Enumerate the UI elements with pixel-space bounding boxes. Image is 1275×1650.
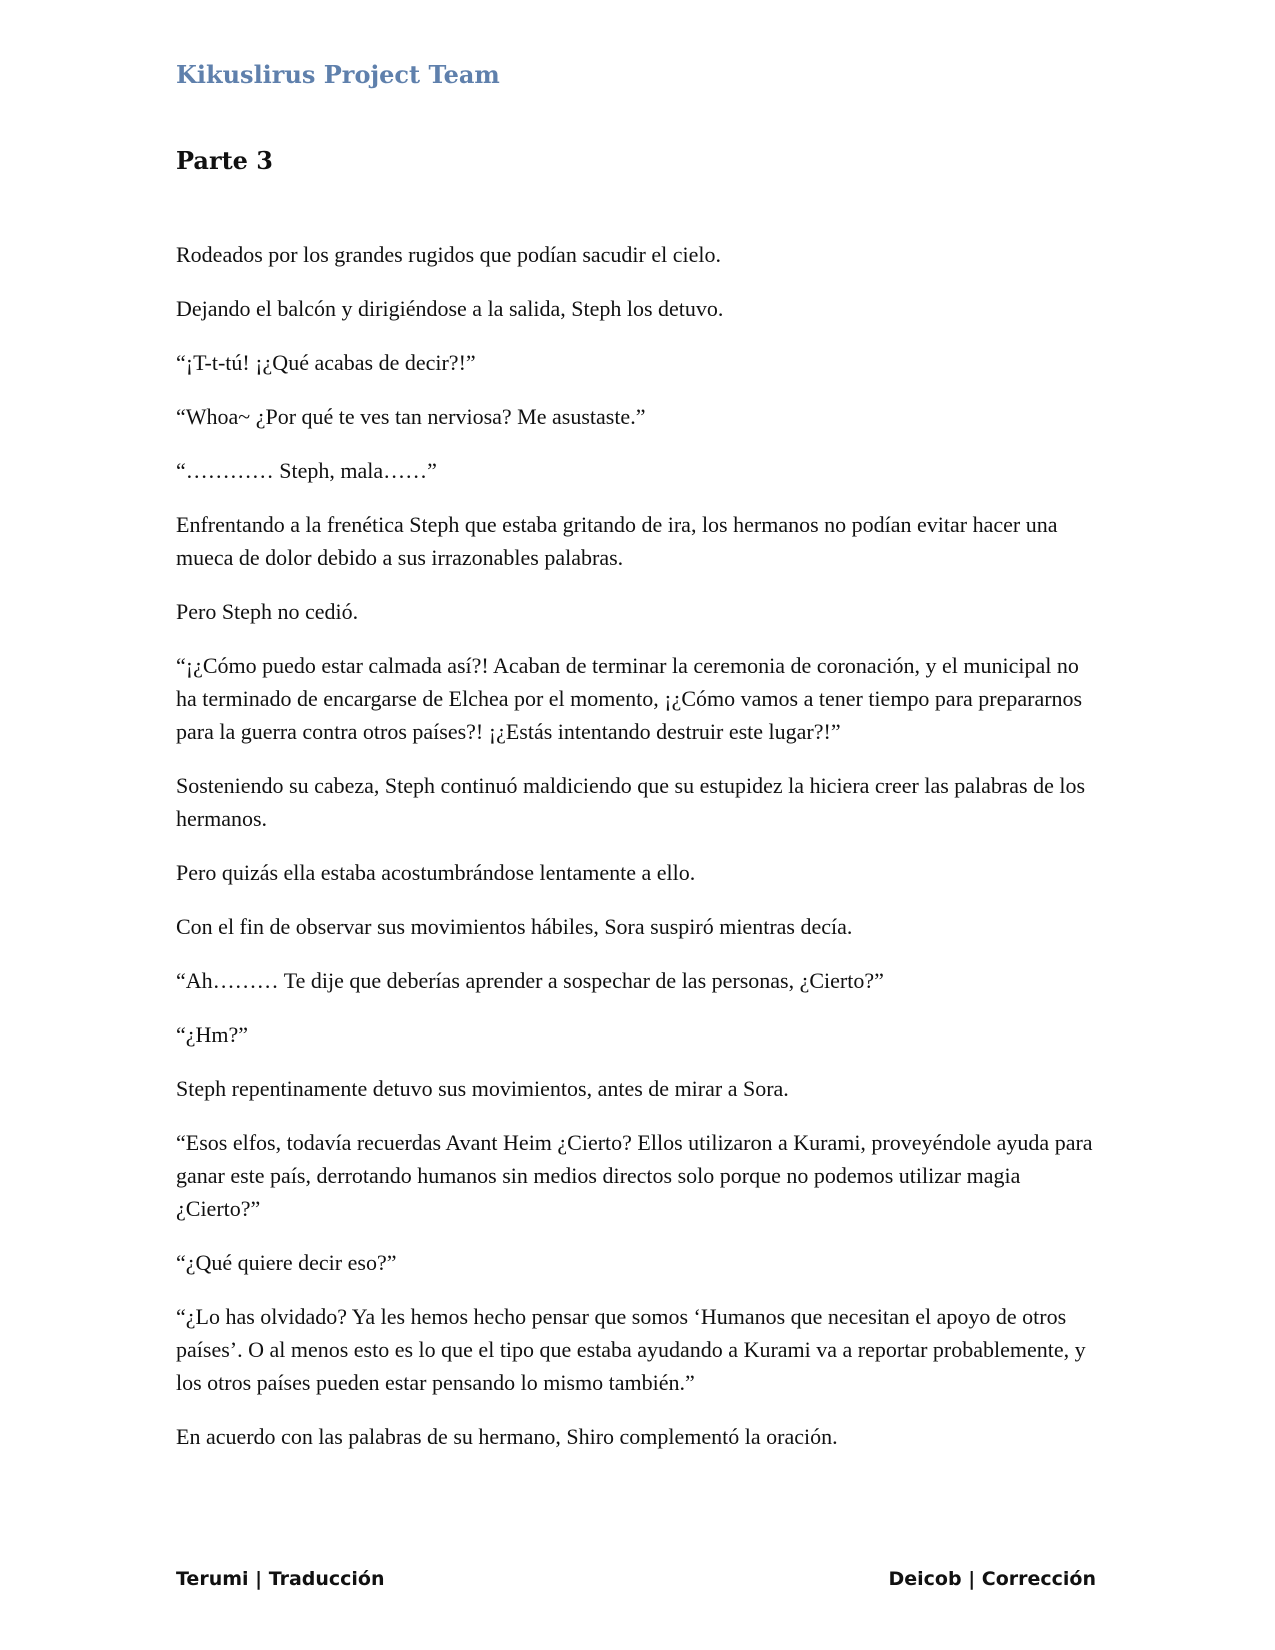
paragraph: Enfrentando a la frenética Steph que estaba gritando de ira, los hermanos no podían evitar hacer una mueca de dolor debido a sus irrazonables palabras.: [176, 512, 1058, 570]
paragraph: “Whoa~ ¿Por qué te ves tan nerviosa? Me asustaste.”: [176, 404, 646, 429]
paragraph: Sosteniendo su cabeza, Steph continuó maldiciendo que su estupidez la hiciera creer las palabras de los hermanos.: [176, 773, 1086, 831]
header-title: Kikuslirus Project Team: [176, 60, 500, 89]
paragraph: Steph repentinamente detuvo sus movimientos, antes de mirar a Sora.: [176, 1076, 789, 1101]
paragraph: Pero Steph no cedió.: [176, 599, 359, 624]
body-text: [176, 238, 1096, 1474]
paragraph: Dejando el balcón y dirigiéndose a la salida, Steph los detuvo.: [176, 296, 724, 321]
paragraph: “Esos elfos, todavía recuerdas Avant Heim ¿Cierto? Ellos utilizaron a Kurami, proveyéndole ayuda para ganar este país, derrotando humanos sin medios directos solo porque no podemos utilizar magia ¿Cierto?”: [176, 1130, 1093, 1221]
paragraph: “¡¿Cómo puedo estar calmada así?! Acaban de terminar la ceremonia de coronación, y el municipal no ha terminado de encargarse de Elchea por el momento, ¡¿Cómo vamos a tener tiempo para prepararnos para la guerra contra otros países?! ¡¿Estás intentando destruir este lugar?!”: [176, 653, 1083, 744]
paragraph: “Ah……… Te dije que deberías aprender a sospechar de las personas, ¿Cierto?”: [176, 968, 884, 993]
paragraph: “¿Lo has olvidado? Ya les hemos hecho pensar que somos ‘Humanos que necesitan el apoyo de otros países’. O al menos esto es lo que el tipo que estaba ayudando a Kurami va a reportar probablemente, y los otros países pueden estar pensando lo mismo también.”: [176, 1304, 1086, 1395]
page-footer: [176, 1568, 1096, 1590]
footer-correction-credit: Deicob | Corrección: [888, 1568, 1096, 1590]
paragraph: “¿Hm?”: [176, 1022, 249, 1047]
paragraph: En acuerdo con las palabras de su hermano, Shiro complementó la oración.: [176, 1424, 838, 1449]
chapter-title: Parte 3: [176, 146, 274, 175]
paragraph: Con el fin de observar sus movimientos hábiles, Sora suspiró mientras decía.: [176, 914, 853, 939]
paragraph: “………… Steph, mala……”: [176, 458, 437, 483]
paragraph: “¡T-t-tú! ¡¿Qué acabas de decir?!”: [176, 350, 476, 375]
footer-translation-credit: Terumi | Traducción: [176, 1568, 385, 1590]
paragraph: “¿Qué quiere decir eso?”: [176, 1250, 397, 1275]
paragraph: Rodeados por los grandes rugidos que podían sacudir el cielo.: [176, 242, 721, 267]
paragraph: Pero quizás ella estaba acostumbrándose lentamente a ello.: [176, 860, 696, 885]
